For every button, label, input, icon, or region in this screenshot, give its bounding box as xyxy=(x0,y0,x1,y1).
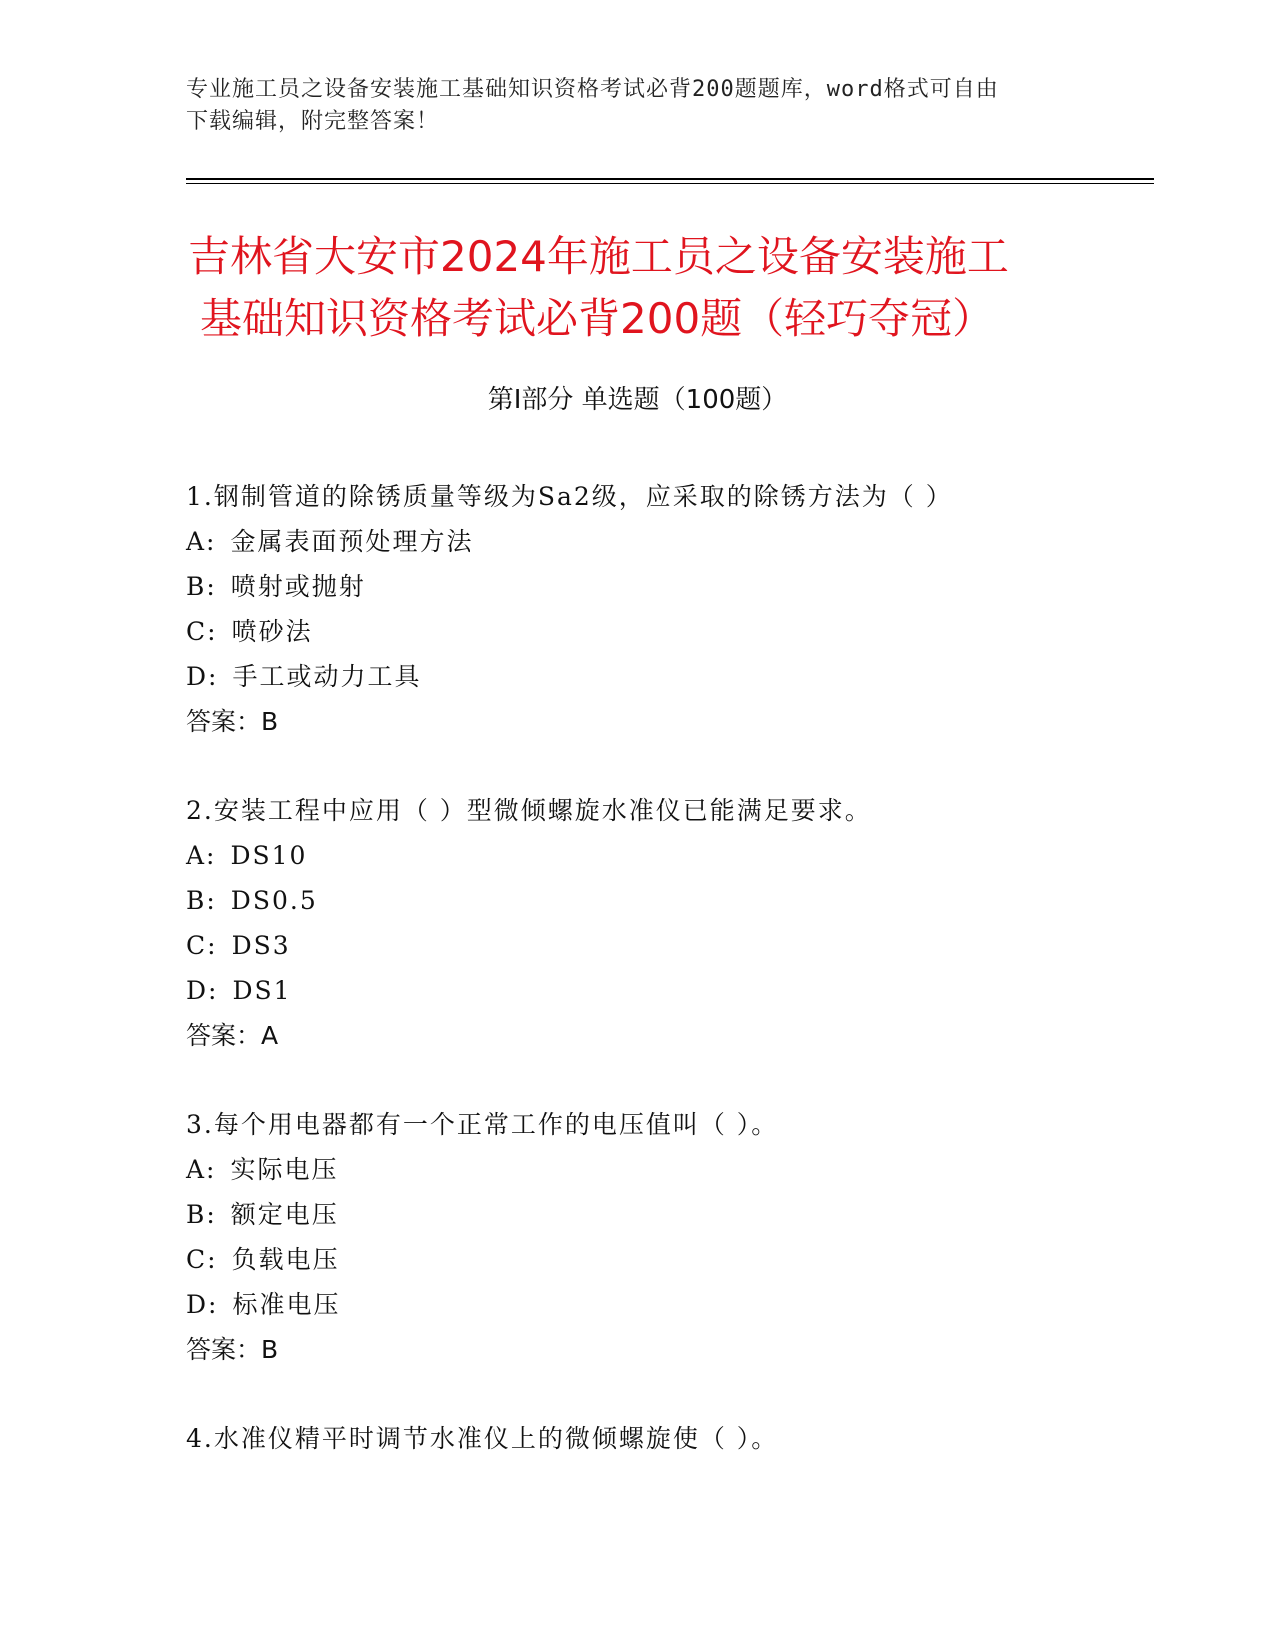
option-b xyxy=(186,564,1146,609)
option-c xyxy=(186,1237,1146,1282)
option-key: A: xyxy=(186,1155,217,1184)
option-text: DS0.5 xyxy=(230,886,318,915)
option-text: 喷砂法 xyxy=(231,617,313,646)
option-c xyxy=(186,609,1146,654)
option-key: C: xyxy=(186,1245,218,1274)
answer-line: 答案：B xyxy=(186,707,279,736)
header-divider-thin xyxy=(186,183,1154,184)
option-text: 额定电压 xyxy=(230,1200,339,1229)
question-list xyxy=(186,474,1146,1505)
header-divider-thick xyxy=(186,178,1154,180)
question-1 xyxy=(186,474,1146,744)
header-note-line-2: 下载编辑，附完整答案！ xyxy=(186,109,440,134)
question-stem: 2.安装工程中应用（ ）型微倾螺旋水准仪已能满足要求。 xyxy=(186,796,872,825)
option-text: DS1 xyxy=(232,976,292,1005)
option-text: 手工或动力工具 xyxy=(232,662,422,691)
option-key: A: xyxy=(186,841,217,870)
option-text: 标准电压 xyxy=(232,1290,341,1319)
question-stem: 4.水准仪精平时调节水准仪上的微倾螺旋使（ ）。 xyxy=(186,1424,779,1453)
answer-line: 答案：B xyxy=(186,1335,279,1364)
option-text: 负载电压 xyxy=(231,1245,340,1274)
question-4 xyxy=(186,1416,1146,1461)
option-text: DS3 xyxy=(231,931,291,960)
option-key: A: xyxy=(186,527,217,556)
option-a xyxy=(186,1147,1146,1192)
header-note-line-1: 专业施工员之设备安装施工基础知识资格考试必背200题题库，word格式可自由 xyxy=(186,77,999,102)
option-a xyxy=(186,833,1146,878)
question-stem: 3.每个用电器都有一个正常工作的电压值叫（ ）。 xyxy=(186,1110,779,1139)
option-c xyxy=(186,923,1146,968)
option-text: 喷射或抛射 xyxy=(230,572,366,601)
option-text: DS10 xyxy=(230,841,308,870)
section-title: 第Ⅰ部分 单选题（100题） xyxy=(487,385,788,415)
question-3 xyxy=(186,1102,1146,1372)
option-key: B: xyxy=(186,572,217,601)
option-key: B: xyxy=(186,886,217,915)
option-text: 实际电压 xyxy=(230,1155,339,1184)
document-title-line-2: 基础知识资格考试必背200题（轻巧夺冠） xyxy=(200,294,995,343)
question-stem: 1.钢制管道的除锈质量等级为Sa2级，应采取的除锈方法为（ ） xyxy=(186,482,953,511)
question-2 xyxy=(186,788,1146,1058)
option-text: 金属表面预处理方法 xyxy=(230,527,474,556)
header-note xyxy=(186,74,1066,138)
option-d xyxy=(186,968,1146,1013)
option-key: C: xyxy=(186,617,218,646)
option-key: C: xyxy=(186,931,218,960)
option-a xyxy=(186,519,1146,564)
option-key: D: xyxy=(186,976,219,1005)
document-title-line-1: 吉林省大安市2024年施工员之设备安装施工 xyxy=(188,232,1009,281)
option-d xyxy=(186,1282,1146,1327)
option-d xyxy=(186,654,1146,699)
option-key: D: xyxy=(186,1290,219,1319)
option-b xyxy=(186,878,1146,923)
answer-line: 答案：A xyxy=(186,1021,279,1050)
document-title xyxy=(188,226,1088,350)
option-key: B: xyxy=(186,1200,217,1229)
option-b xyxy=(186,1192,1146,1237)
option-key: D: xyxy=(186,662,219,691)
